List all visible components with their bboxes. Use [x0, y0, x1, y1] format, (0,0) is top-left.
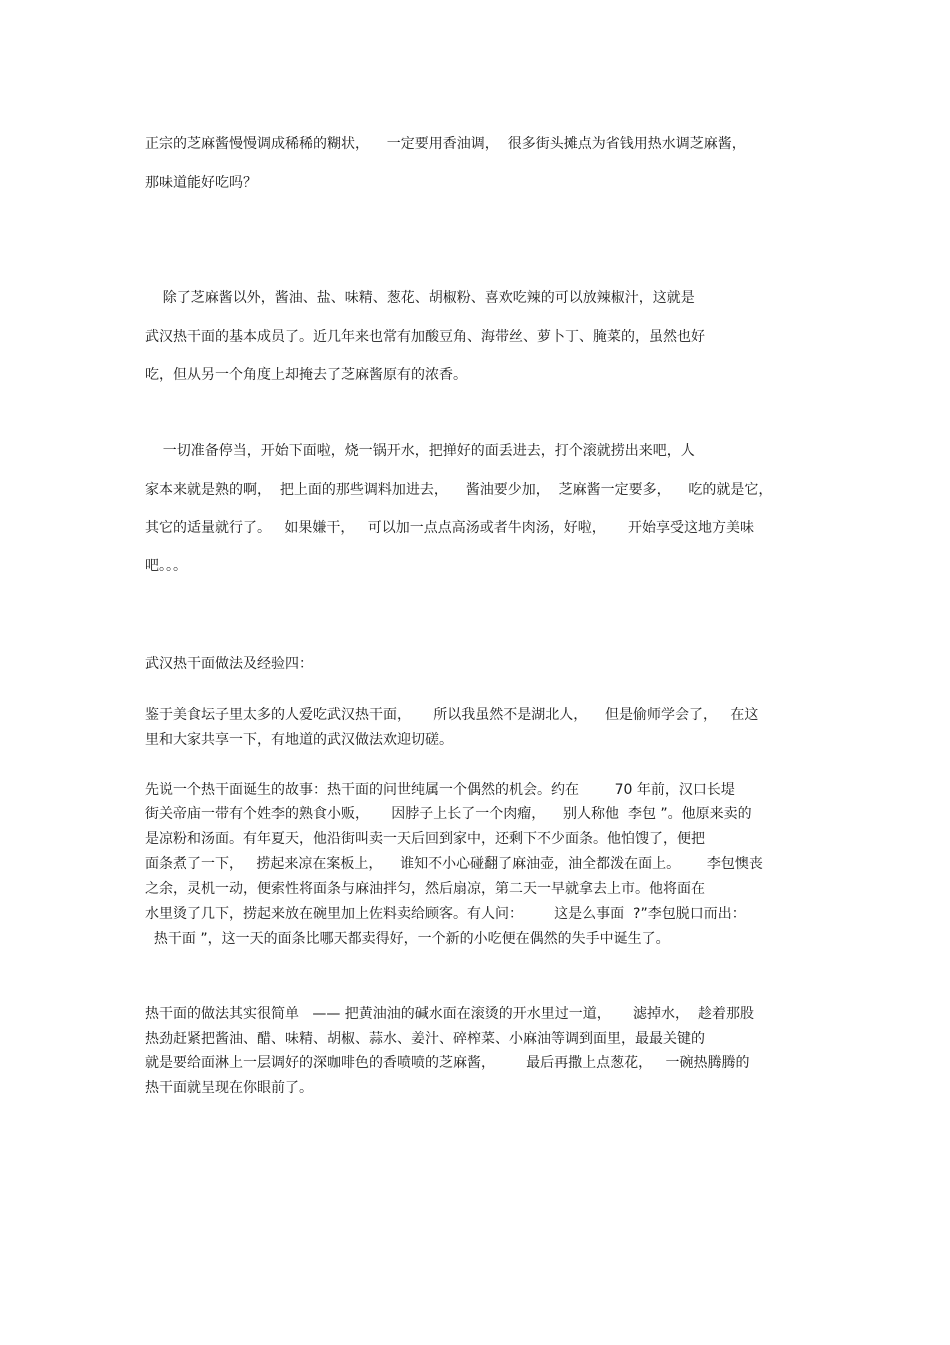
- text-line: 之余，灵机一动，便索性将面条与麻油拌匀，然后扇凉，第二天一早就拿去上市。他将面在: [145, 881, 705, 897]
- text-line: 里和大家共享一下，有地道的武汉做法欢迎切磋。: [145, 732, 453, 748]
- text-line: 其它的适量就行了。 如果嫌干， 可以加一点点高汤或者牛肉汤，好啦， 开始享受这地方美味: [145, 520, 754, 536]
- text-line: 鉴于美食坛子里太多的人爱吃武汉热干面， 所以我虽然不是湖北人， 但是偷师学会了， 在这: [145, 707, 759, 723]
- text-line: 除了芝麻酱以外，酱油、盐、味精、葱花、胡椒粉、喜欢吃辣的可以放辣椒汁，这就是: [145, 290, 695, 306]
- text-line: 街关帝庙一带有个姓李的熟食小贩， 因脖子上长了一个肉瘤， 别人称他 李包 ”。他原来卖的: [145, 806, 752, 822]
- text-line: 热干面的做法其实很简单 —— 把黄油油的碱水面在滚烫的开水里过一道， 滤掉水， 趁着那股: [145, 1006, 754, 1022]
- text-line: 热劲赶紧把酱油、醋、味精、胡椒、蒜水、姜汁、碎榨菜、小麻油等调到面里，最最关键的: [145, 1031, 705, 1047]
- text-line: 家本来就是熟的啊， 把上面的那些调料加进去， 酱油要少加， 芝麻酱一定要多， 吃的就是它，: [145, 482, 773, 498]
- text-line: 吧。。。: [145, 558, 187, 574]
- section-heading: 武汉热干面做法及经验四：: [145, 656, 313, 672]
- text-line: 吃，但从另一个角度上却掩去了芝麻酱原有的浓香。: [145, 367, 467, 383]
- text-line: 武汉热干面的基本成员了。近几年来也常有加酸豆角、海带丝、萝卜丁、腌菜的，虽然也好: [145, 329, 705, 345]
- text-line: 就是要给面淋上一层调好的深咖啡色的香喷喷的芝麻酱， 最后再撒上点葱花， 一碗热腾腾的: [145, 1055, 750, 1071]
- text-line: 先说一个热干面诞生的故事：热干面的问世纯属一个偶然的机会。约在 70 年前，汉口长堤: [145, 782, 735, 798]
- text-line: 正宗的芝麻酱慢慢调成稀稀的糊状， 一定要用香油调， 很多街头摊点为省钱用热水调芝麻酱，: [145, 136, 746, 152]
- text-line: 那味道能好吃吗？: [145, 175, 257, 191]
- text-line: 热干面就呈现在你眼前了。: [145, 1080, 313, 1096]
- text-line: 热干面 ”，这一天的面条比哪天都卖得好，一个新的小吃便在偶然的失手中诞生了。: [145, 931, 670, 947]
- text-line: 是凉粉和汤面。有年夏天，他沿街叫卖一天后回到家中，还剩下不少面条。他怕馊了，便把: [145, 831, 705, 847]
- text-line: 面条煮了一下， 捞起来凉在案板上， 谁知不小心碰翻了麻油壶，油全都泼在面上。 李包懊丧: [145, 856, 763, 872]
- text-line: 一切准备停当，开始下面啦，烧一锅开水，把掸好的面丢进去，打个滚就捞出来吧，人: [145, 443, 695, 459]
- text-line: 水里烫了几下，捞起来放在碗里加上佐料卖给顾客。有人问： 这是么事面 ?”李包脱口而出：: [145, 906, 746, 922]
